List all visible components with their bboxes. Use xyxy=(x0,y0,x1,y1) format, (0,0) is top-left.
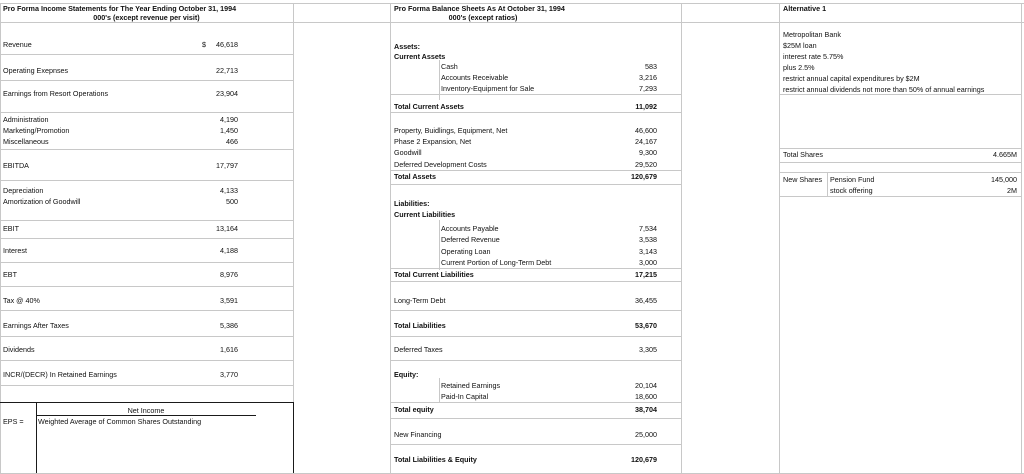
income-title: Pro Forma Income Statements for The Year Ending October 31, 1994 xyxy=(3,4,237,13)
income-value-tax: 3,591 xyxy=(220,296,238,305)
income-value-earnings-after-taxes: 5,386 xyxy=(220,321,238,330)
eps-label: EPS = xyxy=(3,417,24,426)
balance-label-inventory: Inventory-Equipment for Sale xyxy=(441,84,535,93)
balance-label-new-financing: New Financing xyxy=(394,430,442,439)
income-label-dividends: Dividends xyxy=(3,345,35,354)
balance-value-cash: 583 xyxy=(645,62,657,71)
balance-label-total-current-liabilities: Total Current Liabilities xyxy=(394,270,474,279)
income-value-ebit: 13,164 xyxy=(216,224,238,233)
balance-value-total-equity: 38,704 xyxy=(635,405,657,414)
income-label-operating-expenses: Operating Exepnses xyxy=(3,66,69,75)
balance-value-deferred-development: 29,520 xyxy=(635,160,657,169)
balance-label-phase2: Phase 2 Expansion, Net xyxy=(394,137,472,146)
balance-value-retained-earnings: 20,104 xyxy=(635,381,657,390)
income-label-revenue: Revenue xyxy=(3,40,32,49)
balance-value-current-ltd: 3,000 xyxy=(639,258,657,267)
balance-value-total-current-assets: 11,092 xyxy=(635,102,657,111)
income-label-tax: Tax @ 40% xyxy=(3,296,40,305)
pension-fund-label: Pension Fund xyxy=(830,175,875,184)
income-label-miscellaneous: Miscellaneous xyxy=(3,137,49,146)
alternative-note-bank: Metropolitan Bank xyxy=(783,30,841,39)
income-value-ebitda: 17,797 xyxy=(216,161,238,170)
income-label-ebitda: EBITDA xyxy=(3,161,29,170)
income-value-amortization: 500 xyxy=(226,197,238,206)
income-value-operating-expenses: 22,713 xyxy=(216,66,238,75)
income-value-depreciation: 4,133 xyxy=(220,186,238,195)
income-label-interest: Interest xyxy=(3,246,27,255)
balance-value-operating-loan: 3,143 xyxy=(639,247,657,256)
balance-value-property: 46,600 xyxy=(635,126,657,135)
income-value-retained-earnings-change: 3,770 xyxy=(220,370,238,379)
balance-label-current-assets: Current Assets xyxy=(394,52,446,61)
income-label-administration: Administration xyxy=(3,115,49,124)
income-label-earnings-resort: Earnings from Resort Operations xyxy=(3,89,109,98)
balance-value-total-liabilities: 53,670 xyxy=(635,321,657,330)
balance-value-accounts-receivable: 3,216 xyxy=(639,73,657,82)
income-label-retained-earnings-change: INCR/(DECR) In Retained Earnings xyxy=(3,370,117,379)
balance-label-deferred-development: Deferred Development Costs xyxy=(394,160,487,169)
alternative-note-rate: interest rate 5.75% xyxy=(783,52,844,61)
income-revenue-currency: $ xyxy=(202,40,206,49)
balance-label-current-liabilities: Current Liabilities xyxy=(394,210,456,219)
balance-label-equity: Equity: xyxy=(394,370,419,379)
balance-value-inventory: 7,293 xyxy=(639,84,657,93)
balance-label-goodwill: Goodwill xyxy=(394,148,422,157)
income-label-ebt: EBT xyxy=(3,270,17,279)
income-label-ebit: EBIT xyxy=(3,224,19,233)
income-value-dividends: 1,616 xyxy=(220,345,238,354)
balance-value-new-financing: 25,000 xyxy=(635,430,657,439)
alternative-note-dividends: restrict annual dividends not more than 50% of annual earnings xyxy=(783,85,985,94)
pension-fund-value: 145,000 xyxy=(991,175,1017,184)
balance-value-total-current-liabilities: 17,215 xyxy=(635,270,657,279)
income-value-miscellaneous: 466 xyxy=(226,137,238,146)
total-shares-value: 4.665M xyxy=(993,150,1017,159)
income-label-earnings-after-taxes: Earnings After Taxes xyxy=(3,321,69,330)
balance-value-accounts-payable: 7,534 xyxy=(639,224,657,233)
balance-label-deferred-taxes: Deferred Taxes xyxy=(394,345,443,354)
stock-offering-label: stock offering xyxy=(830,186,873,195)
income-value-marketing: 1,450 xyxy=(220,126,238,135)
balance-label-paid-in-capital: Paid-In Capital xyxy=(441,392,489,401)
balance-label-long-term-debt: Long-Term Debt xyxy=(394,296,446,305)
income-label-marketing: Marketing/Promotion xyxy=(3,126,70,135)
balance-label-operating-loan: Operating Loan xyxy=(441,247,491,256)
alternative-note-plus: plus 2.5% xyxy=(783,63,815,72)
total-shares-label: Total Shares xyxy=(783,150,823,159)
alternative-note-capex: restrict annual capital expenditures by $2M xyxy=(783,74,920,83)
balance-label-total-liabilities-equity: Total Liabilities & Equity xyxy=(394,455,477,464)
balance-label-retained-earnings: Retained Earnings xyxy=(441,381,501,390)
balance-label-accounts-payable: Accounts Payable xyxy=(441,224,499,233)
income-value-earnings-resort: 23,904 xyxy=(216,89,238,98)
eps-denominator: Weighted Average of Common Shares Outstanding xyxy=(38,417,202,426)
balance-label-liabilities: Liabilities: xyxy=(394,199,430,208)
alternative-title: Alternative 1 xyxy=(783,4,827,13)
balance-label-current-ltd: Current Portion of Long-Term Debt xyxy=(441,258,552,267)
eps-numerator: Net Income xyxy=(127,406,165,415)
balance-title: Pro Forma Balance Sheets As At October 31, 1994 xyxy=(394,4,565,13)
income-label-depreciation: Depreciation xyxy=(3,186,44,195)
balance-label-cash: Cash xyxy=(441,62,458,71)
balance-value-deferred-taxes: 3,305 xyxy=(639,345,657,354)
balance-label-total-assets: Total Assets xyxy=(394,172,436,181)
stock-offering-value: 2M xyxy=(1007,186,1017,195)
balance-value-long-term-debt: 36,455 xyxy=(635,296,657,305)
balance-label-total-liabilities: Total Liabilities xyxy=(394,321,446,330)
balance-value-goodwill: 9,300 xyxy=(639,148,657,157)
income-label-amortization: Amortization of Goodwill xyxy=(3,197,81,206)
balance-subtitle: 000's (except ratios) xyxy=(448,13,518,22)
balance-label-accounts-receivable: Accounts Receivable xyxy=(441,73,509,82)
balance-label-total-equity: Total equity xyxy=(394,405,434,414)
income-value-interest: 4,188 xyxy=(220,246,238,255)
income-subtitle: 000's (except revenue per visit) xyxy=(93,13,200,22)
balance-value-total-assets: 120,679 xyxy=(631,172,657,181)
balance-label-deferred-revenue: Deferred Revenue xyxy=(441,235,500,244)
new-shares-label: New Shares xyxy=(783,175,823,184)
balance-value-deferred-revenue: 3,538 xyxy=(639,235,657,244)
balance-value-total-liabilities-equity: 120,679 xyxy=(631,455,657,464)
balance-label-property: Property, Buidlings, Equipment, Net xyxy=(394,126,508,135)
balance-value-phase2: 24,167 xyxy=(635,137,657,146)
income-value-revenue: 46,618 xyxy=(216,40,238,49)
alternative-note-loan: $25M loan xyxy=(783,41,817,50)
balance-label-total-current-assets: Total Current Assets xyxy=(394,102,464,111)
income-value-administration: 4,190 xyxy=(220,115,238,124)
balance-value-paid-in-capital: 18,600 xyxy=(635,392,657,401)
balance-label-assets: Assets: xyxy=(394,42,420,51)
income-value-ebt: 8,976 xyxy=(220,270,238,279)
